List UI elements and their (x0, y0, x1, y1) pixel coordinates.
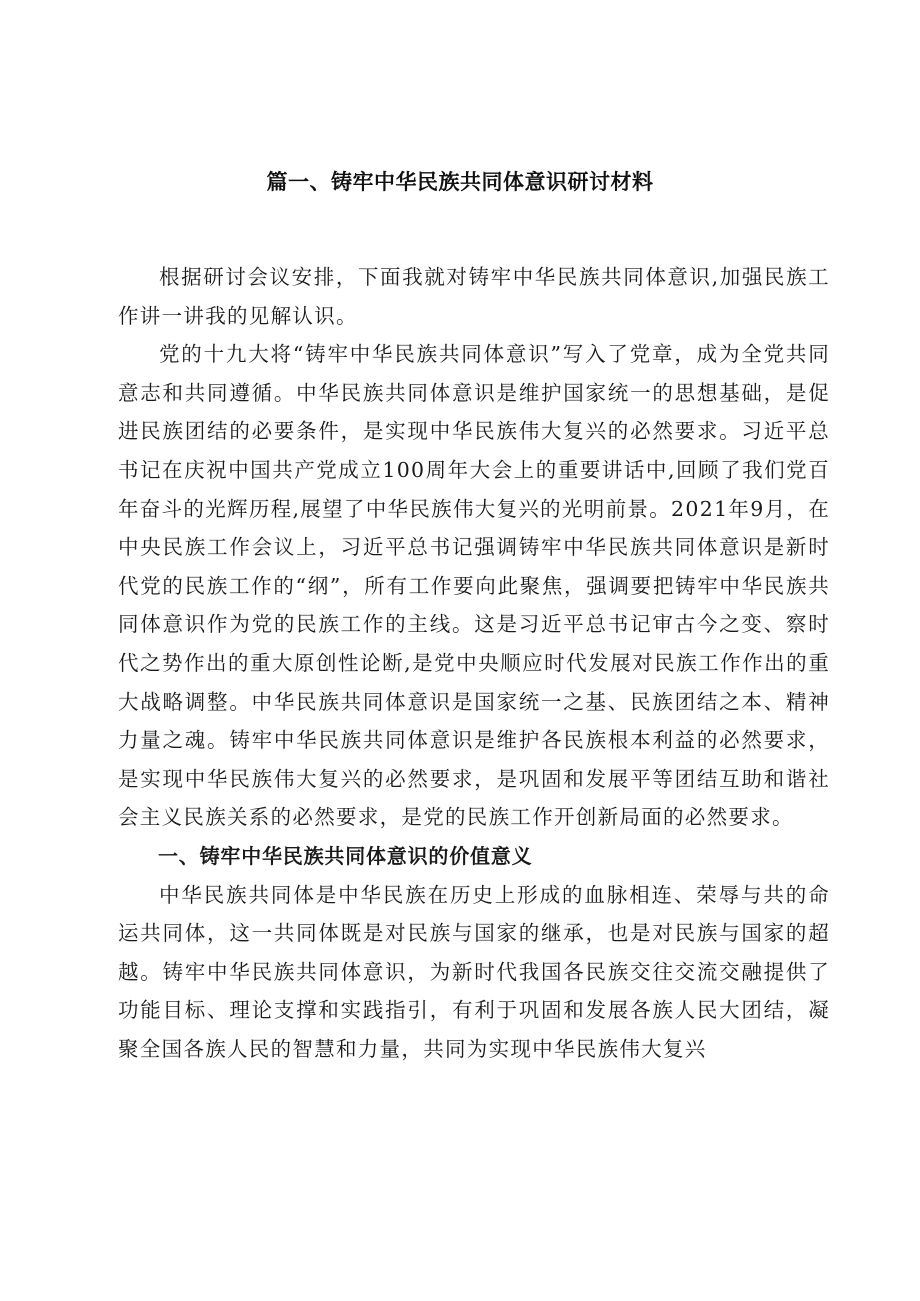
document-title: 篇一、铸牢中华民族共同体意识研讨材料 (266, 170, 654, 194)
paragraph-background: 党的十九大将“铸牢中华民族共同体意识”写入了党章，成为全党共同意志和共同遵循。中华民族共同体意识是维护国家统一的思想基础，是促进民族团结的必要条件，是实现中华民族伟大复兴的必然要求。习近平总书记在庆祝中国共产党成立100周年大会上的重要讲话中,回顾了我们党百年奋斗的光辉历程,展望了中华民族伟大复兴的光明前景。2021年9月，在中央民族工作会议上，习近平总书记强调铸牢中华民族共同体意识是新时代党的民族工作的“纲”，所有工作要向此聚焦，强调要把铸牢中华民族共同体意识作为党的民族工作的主线。这是习近平总书记审古今之变、察时代之势作出的重大原创性论断,是党中央顺应时代发展对民族工作作出的重大战略调整。中华民族共同体意识是国家统一之基、民族团结之本、精神力量之魂。铸牢中华民族共同体意识是维护各民族根本利益的必然要求，是实现中华民族伟大复兴的必然要求，是巩固和发展平等团结互助和谐社会主义民族关系的必然要求，是党的民族工作开创新局面的必然要求。 (118, 342, 830, 830)
section-heading-1: 一、铸牢中华民族共同体意识的价值意义 (158, 843, 533, 868)
paragraph-intro: 根据研讨会议安排，下面我就对铸牢中华民族共同体意识,加强民族工作讲一讲我的见解认识。 (118, 265, 830, 328)
paragraph-value-significance: 中华民族共同体是中华民族在历史上形成的血脉相连、荣辱与共的命运共同体，这一共同体既是对民族与国家的继承，也是对民族与国家的超越。铸牢中华民族共同体意识，为新时代我国各民族交往交流交融提供了功能目标、理论支撑和实践指引，有利于巩固和发展各族人民大团结，凝聚全国各族人民的智慧和力量，共同为实现中华民族伟大复兴 (118, 882, 830, 1061)
document-body (118, 258, 830, 1068)
